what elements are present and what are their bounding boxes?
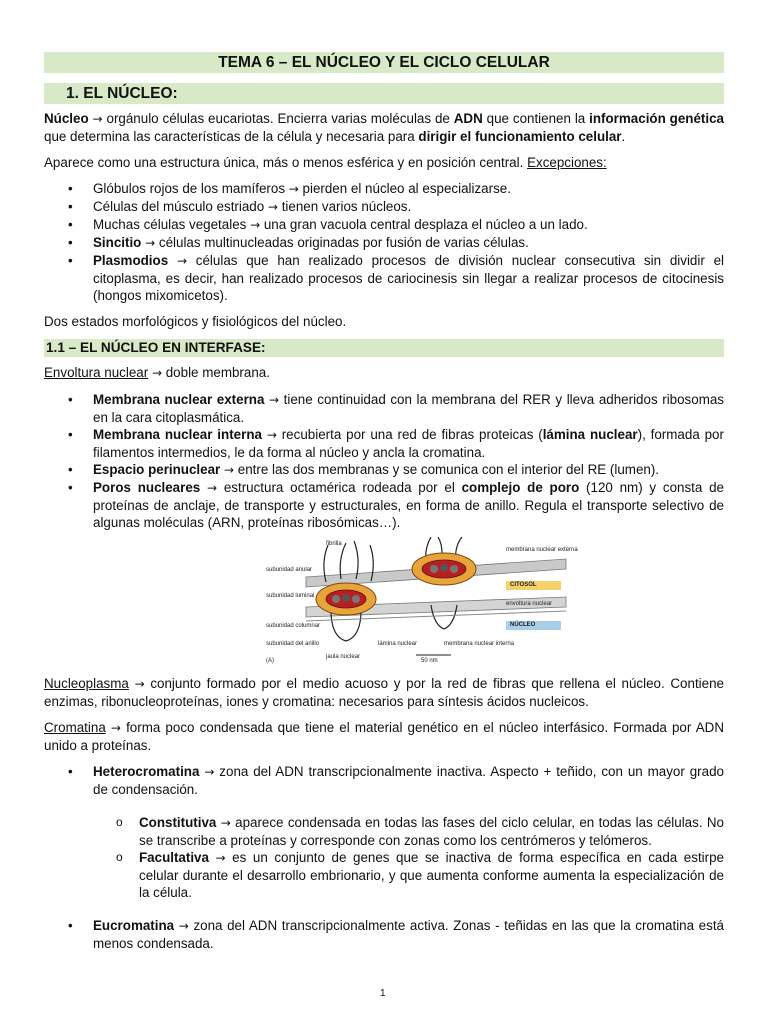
arrow-icon: →	[134, 677, 145, 691]
cromatina-list	[44, 763, 724, 952]
list-item: • Heterocromatina → zona del ADN transcripcionalmente inactiva. Aspecto + teñido, con un mayor grado de condensación. o Constitutiva → aparece condensada en todas las fases del ciclo celular, en todas las células. No se transcribe a proteínas y corresponde con zonas como los centrómeros y telómeros. o Facultativa → es un conjunto de genes que se inactiva de forma específica en cada estirpe celular durante el desarrollo embrionario, y que aumenta conforme aumenta la especialización de la célula.	[44, 763, 724, 901]
arrow-icon: →	[151, 366, 163, 380]
list-item: o Constitutiva → aparece condensada en todas las fases del ciclo celular, en todas las células. No se transcribe a proteínas y corresponde con zonas como los centrómeros y telómeros.	[44, 814, 724, 849]
subsection-heading-interfase: 1.1 – EL NÚCLEO EN INTERFASE:	[44, 339, 724, 357]
envoltura-list	[44, 391, 724, 531]
list-item: • Espacio perinuclear → entre las dos membranas y se comunica con el interior del RE (lumen).	[44, 461, 724, 479]
list-item: • Muchas células vegetales → una gran vacuola central desplaza el núcleo a un lado.	[44, 216, 724, 234]
document-page	[44, 52, 724, 952]
list-item: • Plasmodios → células que han realizado procesos de división nuclear consecutiva sin dividir el citoplasma, es decir, han realizado procesos de cariocinesis sin llegar a realizar procesos de citocinesis (hongos mixomicetos).	[44, 252, 724, 304]
section-heading-nucleo: 1. EL NÚCLEO:	[44, 83, 724, 104]
list-item: • Sincitio → células multinucleadas originadas por fusión de varias células.	[44, 234, 724, 252]
arrow-icon: →	[215, 851, 226, 865]
nuclear-pore-figure	[266, 537, 576, 667]
heterocromatina-sublist	[44, 814, 724, 901]
label-envoltura-nuclear: envoltura nuclear	[506, 601, 553, 607]
arrow-icon: →	[224, 463, 235, 477]
paragraph-nucleo-definition: Núcleo → orgánulo células eucariotas. Encierra varias moléculas de ADN que contienen la información genética que determina las características de la célula y necesaria para dirigir el funcionamiento celular.	[44, 111, 724, 144]
label-membrana-interna: membrana nuclear interna	[444, 641, 515, 647]
list-item: • Poros nucleares → estructura octamérica rodeada por el complejo de poro (120 nm) y consta de proteínas de anclaje, de transporte y estructurales, en forma de anillo. Regula el transporte selectivo de algunas moléculas (ARN, proteínas ribosómicas…).	[44, 479, 724, 531]
label-subunidad-anillo: subunidad del anillo	[266, 641, 320, 647]
label-subunidad-columnar: subunidad columnar	[266, 623, 321, 629]
label-subunidad-anular: subunidad anular	[266, 567, 313, 573]
list-item: o Facultativa → es un conjunto de genes que se inactiva de forma específica en cada estirpe celular durante el desarrollo embrionario, y que aumenta conforme aumenta la especialización de la célula.	[44, 849, 724, 901]
arrow-icon: →	[207, 481, 218, 495]
arrow-icon: →	[178, 919, 189, 933]
paragraph-aparece: Aparece como una estructura única, más o menos esférica y en posición central. Excepciones:	[44, 155, 607, 170]
paragraph-cromatina: Cromatina → forma poco condensada que tiene el material genético en el núcleo interfásico. Formada por ADN unido a proteínas.	[44, 720, 724, 753]
arrow-icon: →	[288, 182, 299, 196]
page-number: 1	[380, 988, 386, 999]
arrow-icon: →	[269, 393, 280, 407]
label-jaula-nuclear: jaula nuclear	[326, 654, 361, 660]
arrow-icon: →	[110, 721, 121, 735]
list-item: • Membrana nuclear externa → tiene continuidad con la membrana del RER y lleva adheridos ribosomas en la cara citoplasmática.	[44, 391, 724, 426]
arrow-icon: →	[92, 112, 103, 126]
label-citosol: CITOSOL	[510, 582, 537, 588]
label-fibrilla: fibrilla	[326, 541, 342, 547]
paragraph-dos-estados: Dos estados morfológicos y fisiológicos del núcleo.	[44, 314, 347, 329]
arrow-icon: →	[267, 200, 278, 214]
list-item: • Membrana nuclear interna → recubierta por una red de fibras proteicas (lámina nuclear), formada por filamentos intermedios, le da forma al núcleo y ancla la cromatina.	[44, 426, 724, 461]
arrow-icon: →	[220, 816, 231, 830]
paragraph-envoltura: Envoltura nuclear → doble membrana.	[44, 365, 270, 380]
paragraph-nucleoplasma: Nucleoplasma → conjunto formado por el medio acuoso y por la red de fibras que rellena el núcleo. Contiene enzimas, ribonucleoproteínas, iones y cromatina: necesarios para síntesis ácidos nucleicos.	[44, 676, 724, 709]
label-membrana-externa: membrana nuclear externa	[506, 547, 578, 553]
arrow-icon: →	[250, 218, 261, 232]
arrow-icon: →	[204, 765, 215, 779]
list-item: • Glóbulos rojos de los mamíferos → pierden el núcleo al especializarse.	[44, 180, 724, 198]
list-item: • Células del músculo estriado → tienen varios núcleos.	[44, 198, 724, 216]
exceptions-list	[44, 180, 724, 304]
label-nucleo: NÚCLEO	[510, 622, 536, 628]
list-item: • Eucromatina → zona del ADN transcripcionalmente activa. Zonas - teñidas en las que la cromatina está menos condensada.	[44, 917, 724, 952]
label-a: (A)	[266, 658, 274, 664]
arrow-icon: →	[145, 236, 156, 250]
label-lamina-nuclear: lámina nuclear	[378, 641, 418, 647]
label-subunidad-luminal: subunidad luminal	[266, 593, 315, 599]
document-title: TEMA 6 – EL NÚCLEO Y EL CICLO CELULAR	[44, 52, 724, 73]
label-escala: 50 nm	[421, 658, 438, 664]
arrow-icon: →	[176, 254, 188, 268]
arrow-icon: →	[266, 428, 277, 442]
